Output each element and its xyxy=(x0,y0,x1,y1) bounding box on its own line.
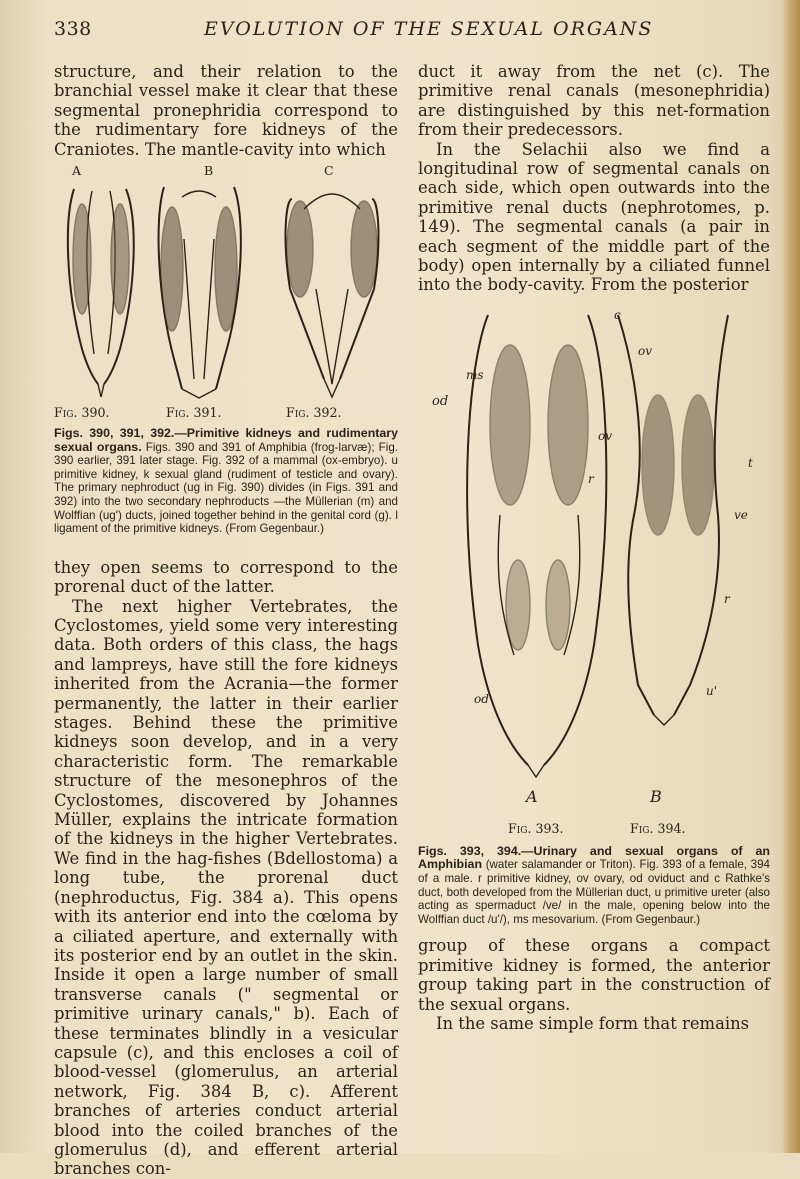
right-column xyxy=(418,62,770,1033)
svg-text:od: od xyxy=(432,393,449,409)
svg-text:t: t xyxy=(748,455,753,470)
panel-letter-a: A xyxy=(72,163,82,179)
book-spine-shadow xyxy=(782,0,800,1153)
svg-text:ov: ov xyxy=(598,428,613,443)
svg-text:u': u' xyxy=(706,683,718,698)
fig-392-drawing xyxy=(286,194,379,397)
caption-bold-390-392: Figs. 390, 391, 392.—Primitive kidneys and rudimentary sexual organs. xyxy=(54,426,398,454)
figure-390-392 xyxy=(54,163,398,536)
figure-labels-row xyxy=(54,405,398,423)
paragraph-simple-form: In the same simple form that remains xyxy=(436,1014,750,1034)
panel-letter-a-393: A xyxy=(526,786,538,806)
panel-letters xyxy=(54,163,398,179)
fig-394-drawing xyxy=(618,315,753,725)
running-title: EVOLUTION OF THE SEXUAL ORGANS xyxy=(204,18,654,40)
fig-label-392: Fig. 392. xyxy=(286,405,342,421)
caption-text-390-392: Figs. 390 and 391 of Amphibia (frog-larvæ); Fig. 390 earlier, 391 later stage. Fig. 392 of a mammal (ox-embryo). u primitive kidney, k sexual gland (rudiment of testicle and ovary). The primary nephroduct (ug in Fig. 390) divides (in Figs. 391 and 392) into the two secondary nephroducts —the Müllerian (m) and Wolffian (ug') ducts, joined together behind in the genital cord (g). l ligament of the primitive kidneys. (From Gegenbaur.) xyxy=(54,440,398,536)
figure-393-394 xyxy=(418,305,770,927)
paragraph-net: duct it away from the net (c). The primitive renal canals (mesonephridia) are distinguished by this net-formation from their predecessors. xyxy=(418,62,770,140)
svg-text:c: c xyxy=(614,307,621,322)
paragraph-selachii: In the Selachii also we find a longitudinal row of segmental canals on each side, which open outwards into the primitive renal ducts (nephrotomes, p. 149). The segmental canals (a pair in each segment of the middle part of the body) open internally by a ciliated funnel into the body-cavity. From the posterior xyxy=(418,139,770,295)
panel-letter-c: C xyxy=(324,163,334,179)
fig-393-drawing xyxy=(432,308,621,777)
paragraph-mantle: they open seems to correspond to the prorenal duct of the latter. xyxy=(54,557,398,597)
left-column xyxy=(54,62,398,1179)
svg-text:ve: ve xyxy=(734,507,748,522)
paragraph-cyclostomes: The next higher Vertebrates, the Cyclostomes, yield some very interesting data. Both orders of this class, the hags and lampreys, have still the fore kidneys inherited from the Acrania—the former permanently, the latter in their earlier stages. Behind these the primitive kidneys soon develop, and in a very characteristic form. The remarkable structure of the mesonephros of the Cyclostomes, discovered by Johannes Müller, explains the intricate formation of the kidneys in the higher Vertebrates. We find in the hag-fishes (Bdellostoma) a long tube, the prorenal duct (nephroductus, Fig. 384 a). This opens with its anterior end into the cœloma by a ciliated aperture, and externally with its posterior end by an outlet in the skin. Inside it open a large number of small transverse canals (" segmental or primitive urinary canals," b). Each of these terminates blindly in a vesicular capsule (c), and this encloses a coil of blood-vessel (glomerulus, an arterial network, Fig. 384 B, c). Afferent branches of arteries conduct arterial blood into the coiled branches of the glomerulus (d), and efferent arterial branches con- xyxy=(54,596,398,1179)
amphibian-organs-illustration xyxy=(418,305,770,783)
page-number: 338 xyxy=(54,18,92,40)
fig-label-393: Fig. 393. xyxy=(508,820,564,836)
fig-label-391: Fig. 391. xyxy=(166,405,222,421)
figure-caption-390-392 xyxy=(54,427,398,536)
paragraph-intro: structure, and their relation to the branchial vessel make it clear that these segmental pronephridia correspond to the rudimentary fore kidneys of the Craniotes. The mantle-cavity into which xyxy=(54,62,398,159)
figure-labels-row-393-394 xyxy=(418,821,770,839)
caption-bold-393-394: Figs. 393, 394.—Urinary and sexual organs of an Amphibian xyxy=(418,843,770,872)
caption-text-393-394: (water salamander or Triton). Fig. 393 of a female, 394 of a male. r primitive kidney, ov ovary, od oviduct and c Rathke's duct, both developed from the Müllerian duct, u primitive ureter (also acting as spermaduct /ve/ in the male, opening below into the Wolffian duct /u'/), ms mesovarium. (From Gegenbaur.) xyxy=(418,858,770,926)
fig-label-390: Fig. 390. xyxy=(54,405,110,421)
svg-text:r: r xyxy=(588,471,594,486)
fig-label-394: Fig. 394. xyxy=(630,820,686,836)
svg-text:od: od xyxy=(474,691,489,706)
fig-391-drawing xyxy=(159,187,241,398)
fig-390-drawing xyxy=(68,189,134,397)
figure-caption-393-394 xyxy=(418,845,770,927)
panel-letter-b-394: B xyxy=(650,786,662,806)
svg-text:r: r xyxy=(724,591,730,606)
svg-text:ms: ms xyxy=(466,367,484,382)
paragraph-compact-kidney: group of these organs a compact primitive kidney is formed, the anterior group taking part in the construction of the sexual organs. xyxy=(418,936,770,1014)
panel-letter-b: B xyxy=(204,163,214,179)
svg-text:ov: ov xyxy=(638,343,653,358)
panel-letters-393-394 xyxy=(418,787,770,821)
kidney-illustration xyxy=(54,179,398,401)
